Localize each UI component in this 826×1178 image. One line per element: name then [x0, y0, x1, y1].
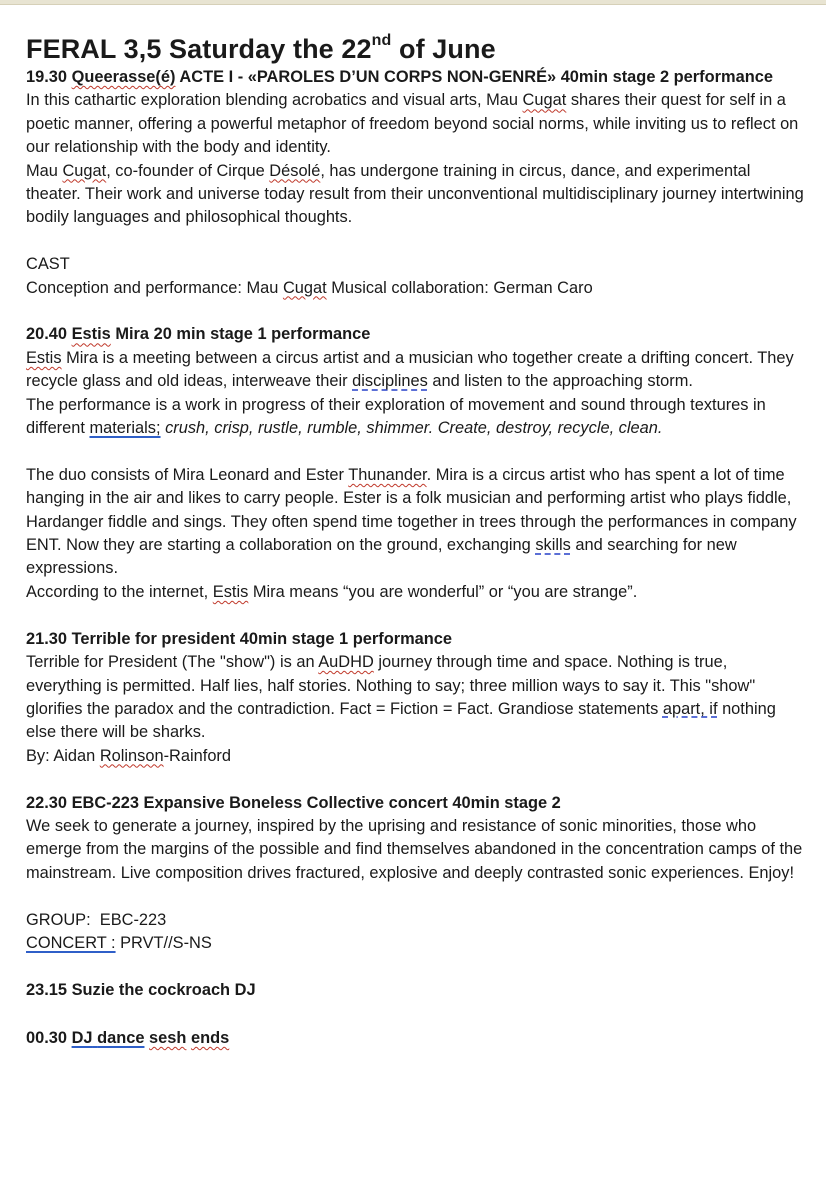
spellcheck-word[interactable]: ends — [190, 1028, 230, 1047]
group-line: GROUP: EBC-223 — [26, 910, 167, 929]
spellcheck-word[interactable]: Cugat — [62, 161, 107, 180]
event-description: The performance is a work in progress of their exploration of movement and sound through textures in different materials; crush, crisp, rustle, rumble, shimmer. Create, destroy, recycle, clean. — [26, 395, 771, 438]
grammar-word[interactable]: disciplines — [352, 372, 428, 391]
event-heading-ebc-223: 22.30 EBC-223 Expansive Boneless Collective concert 40min stage 2 — [26, 793, 561, 812]
cast-label: CAST — [26, 255, 70, 274]
event-heading-queerasse: 19.30 Queerasse(é) ACTE I - «PAROLES D’UN CORPS NON-GENRÉ» 40min stage 2 performance — [26, 68, 773, 86]
event-heading-suzie: 23.15 Suzie the cockroach DJ — [26, 981, 256, 1000]
grammar-word[interactable]: materials; — [89, 419, 161, 438]
event-description: Mau Cugat, co-founder of Cirque Désolé, has undergone training in circus, dance, and experimental theater. Their work and universe today result from their unconventional multidisciplinary journey intertwining bodily languages and philosophical thoughts. — [26, 161, 809, 227]
spellcheck-word[interactable]: Cugat — [522, 91, 567, 110]
concert-line: CONCERT : PRVT//S-NS — [26, 933, 212, 952]
spellcheck-word[interactable]: Estis — [71, 325, 111, 344]
event-heading-dj-sesh: 00.30 DJ dance sesh ends — [26, 1028, 230, 1047]
page-title: FERAL 3,5 Saturday the 22nd of June — [26, 32, 496, 64]
event-heading-estis-mira: 20.40 Estis Mira 20 min stage 1 performance — [26, 325, 371, 344]
spellcheck-word[interactable]: AuDHD — [318, 653, 374, 672]
spellcheck-word[interactable]: Cugat — [282, 278, 327, 297]
spellcheck-word[interactable]: Estis — [26, 348, 62, 367]
event-description: We seek to generate a journey, inspired by the uprising and resistance of sonic minorities, those who emerge from the margins of the possible and find themselves abandoned in the concentration camps of the mainstream. Live composition drives fractured, explosive and deeply contrasted sonic experiences. Enjoy! — [26, 816, 807, 882]
event-description: In this cathartic exploration blending acrobatics and visual arts, Mau Cugat shares their quest for self in a poetic manner, offering a powerful metaphor of freedom beyond social norms, while inviting us to reflect on our relationship with the body and identity. — [26, 91, 803, 157]
event-heading-terrible-for-president: 21.30 Terrible for president 40min stage 1 performance — [26, 629, 453, 648]
spellcheck-word[interactable]: Thunander — [348, 465, 427, 484]
event-description: Estis Mira is a meeting between a circus artist and a musician who together create a drifting concert. They recycle glass and old ideas, interweave their disciplines and listen to the approaching storm. — [26, 348, 799, 391]
event-description: According to the internet, Estis Mira means “you are wonderful” or “you are strange”. — [26, 582, 638, 601]
byline: By: Aidan Rolinson-Rainford — [26, 746, 232, 765]
grammar-word[interactable]: apart, if — [662, 699, 718, 718]
spellcheck-word[interactable]: sesh — [149, 1028, 187, 1047]
spellcheck-word[interactable]: Désolé — [269, 161, 321, 180]
grammar-word[interactable]: DJ — [71, 1028, 93, 1047]
spellcheck-word[interactable]: Estis — [212, 582, 249, 601]
grammar-word[interactable]: skills — [535, 536, 571, 555]
grammar-word[interactable]: dance — [97, 1028, 145, 1047]
concert-label[interactable]: CONCERT : — [26, 933, 116, 952]
event-description: Terrible for President (The "show") is an AuDHD journey through time and space. Nothing is true, everything is permitted. Half lies, half stories. Nothing to say; three million ways to say it. This "show" glorifies the paradox and the contradiction. Fact = Fiction = Fact. Grandiose statements apart, if nothing else there will be sharks. — [26, 653, 781, 742]
spellcheck-word[interactable]: Rolinson — [99, 746, 164, 765]
window-top-rule — [0, 0, 826, 5]
event-description: The duo consists of Mira Leonard and Ester Thunander. Mira is a circus artist who has spent a lot of time hanging in the air and likes to carry people. Ester is a folk musician and performing artist who plays fiddle, Hardanger fiddle and sings. They often spend time together in trees through the performances in company ENT. Now they are starting a collaboration on the ground, exchanging skills and searching for new expressions. — [26, 465, 802, 578]
spellcheck-word[interactable]: Queerasse(é) — [71, 68, 176, 86]
cast-line: Conception and performance: Mau Cugat Musical collaboration: German Caro — [26, 278, 593, 297]
document-body[interactable] — [26, 32, 809, 1050]
